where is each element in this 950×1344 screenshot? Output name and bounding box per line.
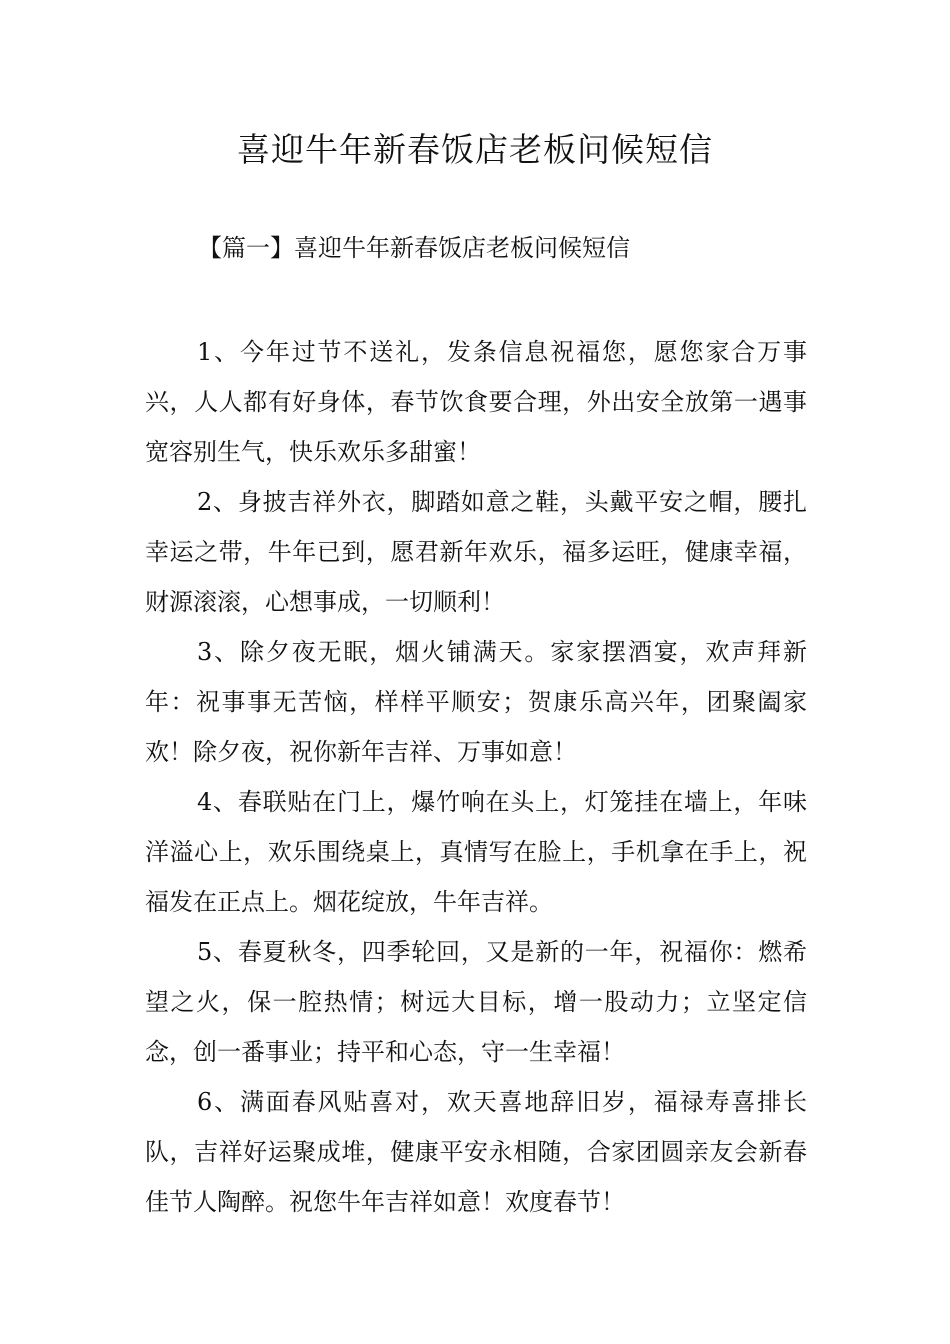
document-title: 喜迎牛年新春饭店老板问候短信 [237, 130, 713, 169]
paragraph-4: 4、春联贴在门上，爆竹响在头上，灯笼挂在墙上，年味洋溢心上，欢乐围绕桌上，真情写在脸上，手机拿在手上，祝福发在正点上。烟花绽放，牛年吉祥。 [145, 788, 807, 916]
paragraph-6: 6、满面春风贴喜对，欢天喜地辞旧岁，福禄寿喜排长队，吉祥好运聚成堆，健康平安永相随，合家团圆亲友会新春佳节人陶醉。祝您牛年吉祥如意！欢度春节！ [145, 1088, 807, 1216]
paragraph-5: 5、春夏秋冬，四季轮回，又是新的一年，祝福你：燃希望之火，保一腔热情；树远大目标，增一股动力；立坚定信念，创一番事业；持平和心态，守一生幸福！ [145, 938, 807, 1066]
paragraph-1: 1、今年过节不送礼，发条信息祝福您，愿您家合万事兴，人人都有好身体，春节饮食要合理，外出安全放第一遇事宽容别生气，快乐欢乐多甜蜜！ [145, 338, 807, 466]
paragraph-2: 2、身披吉祥外衣，脚踏如意之鞋，头戴平安之帽，腰扎幸运之带，牛年已到，愿君新年欢乐，福多运旺，健康幸福，财源滚滚，心想事成，一切顺利！ [145, 488, 807, 616]
section-heading: 【篇一】喜迎牛年新春饭店老板问候短信 [198, 234, 630, 262]
paragraph-3: 3、除夕夜无眠，烟火铺满天。家家摆酒宴，欢声拜新年：祝事事无苦恼，样样平顺安；贺康乐高兴年，团聚阖家欢！除夕夜，祝你新年吉祥、万事如意！ [145, 638, 807, 766]
document-body [145, 327, 807, 1227]
